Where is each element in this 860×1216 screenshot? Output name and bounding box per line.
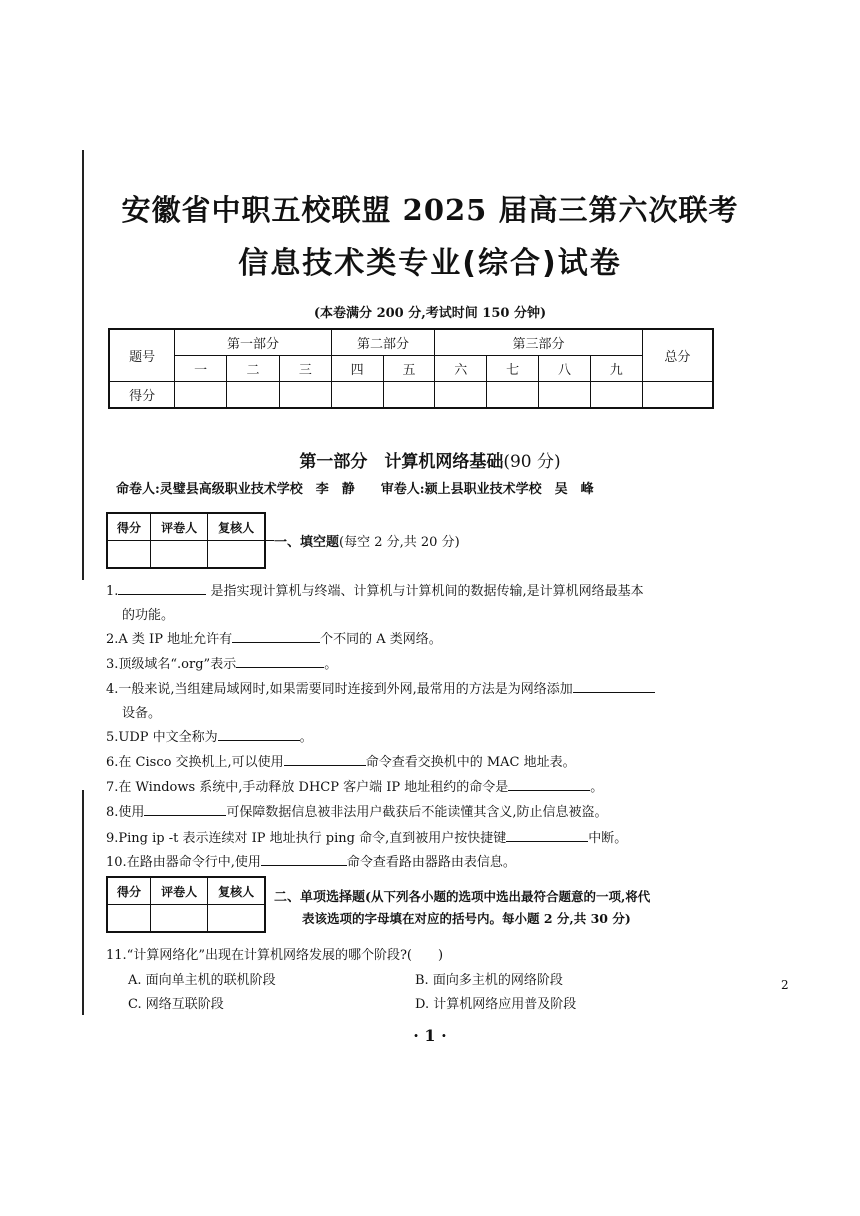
score-cell <box>487 382 539 409</box>
question-number: 9. <box>106 831 119 846</box>
answer-blank <box>236 655 324 668</box>
exam-info: (本卷满分 200 分,考试时间 150 分钟) <box>313 306 547 321</box>
grader-cell <box>150 541 207 569</box>
part-one-heading-text: 填空题 <box>300 535 340 550</box>
question-text: 是指实现计算机与终端、计算机与计算机间的数据传输,是计算机网络最基本 <box>206 584 644 599</box>
grader-cell <box>150 905 207 933</box>
question-11: 11.“计算网络化”出现在计算机网络发展的哪个阶段?( ) <box>106 948 444 963</box>
col-header: 六 <box>435 356 487 382</box>
edge-mark: 2 <box>781 978 789 992</box>
question-number: 2. <box>106 632 119 647</box>
question-text: 在路由器命令行中,使用 <box>126 855 261 870</box>
grader-cell <box>208 541 265 569</box>
score-cell <box>642 382 713 409</box>
heading-rule <box>266 540 274 541</box>
question-text: A 类 IP 地址允许有 <box>118 632 233 647</box>
grader-cell <box>107 905 150 933</box>
reviewer-label: 复核人 <box>208 513 265 541</box>
part-one-heading-note: (每空 2 分,共 20 分) <box>339 535 460 550</box>
score-cell <box>331 382 383 409</box>
question-text: 一般来说,当组建局域网时,如果需要同时连接到外网,最常用的方法是为网络添加 <box>118 682 573 697</box>
score-cell <box>383 382 435 409</box>
option-d: D. 计算机网络应用普及阶段 <box>415 997 577 1012</box>
part-two-heading-text: 单项选择题 <box>300 890 366 905</box>
question-number: 10. <box>106 855 127 870</box>
question-text: 个不同的 A 类网络。 <box>320 632 442 647</box>
part-one-heading-num: 一、 <box>274 535 301 550</box>
question-number: 1. <box>106 584 119 599</box>
part-two-heading <box>274 886 650 905</box>
question-number: 5. <box>106 730 119 745</box>
reviewer-label: 复核人 <box>208 877 265 905</box>
grader-box-1 <box>106 512 266 569</box>
question-text: 在 Windows 系统中,手动释放 DHCP 客户端 IP 地址租约的命令是 <box>118 780 509 795</box>
grader-score-label: 得分 <box>107 513 150 541</box>
exam-subtitle: 信息技术类专业(综合)试卷 <box>238 246 622 281</box>
answer-blank <box>573 680 655 693</box>
row-header-score: 得分 <box>109 382 175 409</box>
answer-blank <box>144 803 226 816</box>
col-header: 三 <box>279 356 331 382</box>
col-header: 一 <box>175 356 227 382</box>
answer-blank <box>508 778 590 791</box>
section-title <box>0 447 860 472</box>
answer-blank <box>506 829 588 842</box>
question-text: 。 <box>590 780 604 795</box>
grader-score-label: 得分 <box>107 877 150 905</box>
score-cell <box>590 382 642 409</box>
col-header: 二 <box>227 356 280 382</box>
question-6 <box>106 751 576 770</box>
part1-header: 第一部分 <box>175 329 331 356</box>
answer-blank <box>284 753 366 766</box>
part-two-heading-num: 二、 <box>274 890 301 905</box>
grader-box-2 <box>106 876 266 933</box>
binding-line-bottom <box>82 790 84 1015</box>
question-10 <box>106 851 516 870</box>
answer-blank <box>261 853 347 866</box>
score-table <box>108 328 714 409</box>
answer-blank <box>232 630 320 643</box>
question-text: 使用 <box>118 805 145 820</box>
question-1 <box>106 580 644 599</box>
grader-cell <box>107 541 150 569</box>
row-header-number: 题号 <box>109 329 175 382</box>
score-cell <box>539 382 591 409</box>
col-header: 九 <box>590 356 642 382</box>
question-2 <box>106 628 442 647</box>
option-c: C. 网络互联阶段 <box>128 997 224 1012</box>
question-text: 可保障数据信息被非法用户截获后不能读懂其含义,防止信息被盗。 <box>226 805 608 820</box>
section-points: (90 分) <box>503 452 561 472</box>
score-cell <box>227 382 280 409</box>
question-9 <box>106 827 627 846</box>
question-1-continued: 的功能。 <box>122 608 175 623</box>
col-header: 四 <box>331 356 383 382</box>
question-text: 中断。 <box>588 831 628 846</box>
grader-label: 评卷人 <box>150 513 207 541</box>
question-number: 6. <box>106 755 119 770</box>
question-8 <box>106 801 608 820</box>
score-cell <box>435 382 487 409</box>
question-text: 。 <box>299 730 313 745</box>
score-cell <box>175 382 227 409</box>
question-text: 在 Cisco 交换机上,可以使用 <box>118 755 284 770</box>
question-text: 命令查看路由器路由表信息。 <box>346 855 516 870</box>
part-one-heading <box>274 531 460 550</box>
col-header: 五 <box>383 356 435 382</box>
col-header: 八 <box>539 356 591 382</box>
question-7 <box>106 776 603 795</box>
option-b: B. 面向多主机的网络阶段 <box>415 973 563 988</box>
question-number: 3. <box>106 657 119 672</box>
part2-header: 第二部分 <box>331 329 435 356</box>
question-5 <box>106 726 313 745</box>
answer-blank <box>118 582 206 595</box>
grader-cell <box>208 905 265 933</box>
question-4 <box>106 678 655 697</box>
total-header: 总分 <box>642 329 713 382</box>
question-3 <box>106 653 337 672</box>
question-text: 。 <box>324 657 338 672</box>
authors-line: 命卷人:灵璧县高级职业技术学校 李 静 审卷人:颍上县职业技术学校 吴 峰 <box>116 482 594 497</box>
question-number: 8. <box>106 805 119 820</box>
part-two-heading-line2: 表该选项的字母填在对应的括号内。每小题 2 分,共 30 分) <box>302 911 631 926</box>
question-number: 7. <box>106 780 119 795</box>
exam-title: 安徽省中职五校联盟 2025 届高三第六次联考 <box>121 193 739 227</box>
section-title-text: 第一部分 计算机网络基础 <box>299 452 504 472</box>
score-cell <box>279 382 331 409</box>
option-a: A. 面向单主机的联机阶段 <box>128 973 276 988</box>
question-text: Ping ip -t 表示连续对 IP 地址执行 ping 命令,直到被用户按快捷键 <box>118 831 507 846</box>
part-two-heading-line1: (从下列各小题的选项中选出最符合题意的一项,将代 <box>365 889 651 904</box>
question-text: 顶级域名“.org”表示 <box>118 657 237 672</box>
question-4-continued: 设备。 <box>122 706 162 721</box>
question-text: UDP 中文全称为 <box>118 730 218 745</box>
part3-header: 第三部分 <box>435 329 642 356</box>
answer-blank <box>218 728 300 741</box>
col-header: 七 <box>487 356 539 382</box>
grader-label: 评卷人 <box>150 877 207 905</box>
page-number: · 1 · <box>413 1026 447 1045</box>
question-text: 命令查看交换机中的 MAC 地址表。 <box>365 755 576 770</box>
question-number: 4. <box>106 682 119 697</box>
